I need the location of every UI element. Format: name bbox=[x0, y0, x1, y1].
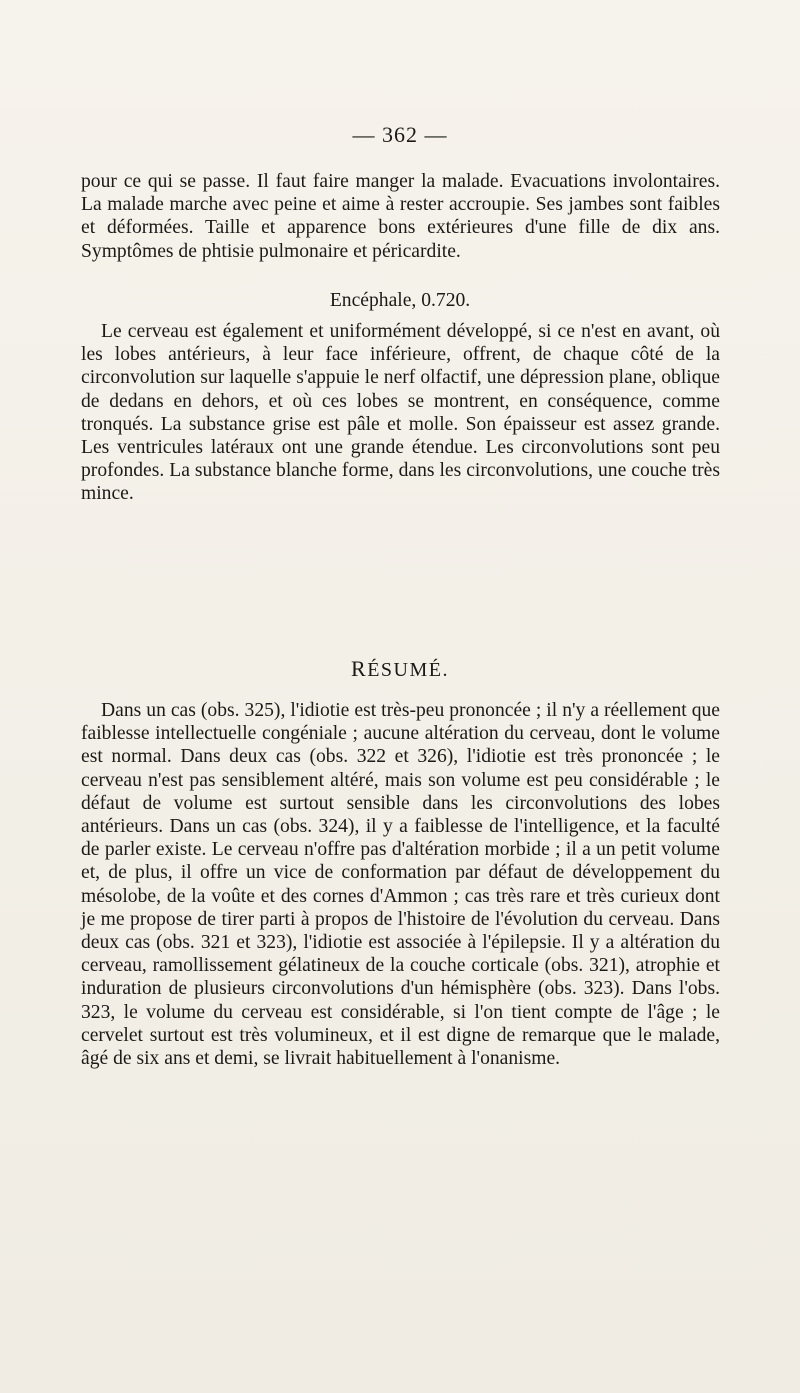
page-number: — 362 — bbox=[352, 122, 448, 147]
encephale-weight: Encéphale, 0.720. bbox=[329, 290, 471, 311]
paragraph-2-text: Le cerveau est également et uniformément développé, si ce n'est en avant, où les lobes antérieurs, à leur face inférieure, offrent, de chaque côté de la circonvolution sur laquelle s'appuie le nerf olfactif, une dépression plane, oblique de dedans en dehors, et où ces lobes se montrent, en conséquence, comme tronqués. La substance grise est pâle et molle. Son épaisseur est assez grande. Les ventricules latéraux ont une grande étendue. Les circonvolutions sont peu profondes. La substance blanche forme, dans les circonvolutions, une couche très mince. bbox=[81, 321, 720, 505]
paragraph-brain-description bbox=[81, 320, 720, 506]
section-heading-resume bbox=[0, 656, 800, 682]
heading-rest: ÉSUMÉ. bbox=[367, 659, 449, 681]
paragraph-3-text: Dans un cas (obs. 325), l'idiotie est très-peu prononcée ; il n'y a réellement que faiblesse intellectuelle congéniale ; aucune altération du cerveau, dont le volume est normal. Dans deux cas (obs. 322 et 326), l'idiotie est très prononcée ; le cerveau n'est pas sensiblement altéré, mais son volume est peu considérable ; le défaut de volume est surtout sensible dans les circonvolutions des lobes antérieurs. Dans un cas (obs. 324), il y a faiblesse de l'intelligence, et la faculté de parler existe. Le cerveau n'offre pas d'altération morbide ; il a un petit volume et, de plus, il offre un vice de conformation par défaut de développement du mésolobe, de la voûte et des cornes d'Ammon ; cas très rare et très curieux dont je me propose de tirer parti à propos de l'histoire de l'évolution du cerveau. Dans deux cas (obs. 321 et 323), l'idiotie est associée à l'épilepsie. Il y a altération du cerveau, ramollissement gélatineux de la couche corticale (obs. 321), atrophie et induration de plusieurs circonvolutions d'un hémisphère (obs. 323). Dans l'obs. 323, le volume du cerveau est considérable, si l'on tient compte de l'âge ; le cervelet surtout est très volumineux, et il est digne de remarque que le malade, âgé de six ans et demi, se livrait habituellement à l'onanisme. bbox=[81, 700, 720, 1070]
paragraph-case-description bbox=[81, 170, 720, 263]
heading-initial: R bbox=[351, 656, 368, 681]
paragraph-summary bbox=[81, 699, 720, 1070]
paragraph-1-text: pour ce qui se passe. Il faut faire manger la malade. Evacuations involontaires. La malade marche avec peine et aime à rester accroupie. Ses jambes sont faibles et déformées. Taille et apparence bons extérieures d'une fille de dix ans. Symptômes de phtisie pulmonaire et péricardite. bbox=[81, 171, 720, 262]
